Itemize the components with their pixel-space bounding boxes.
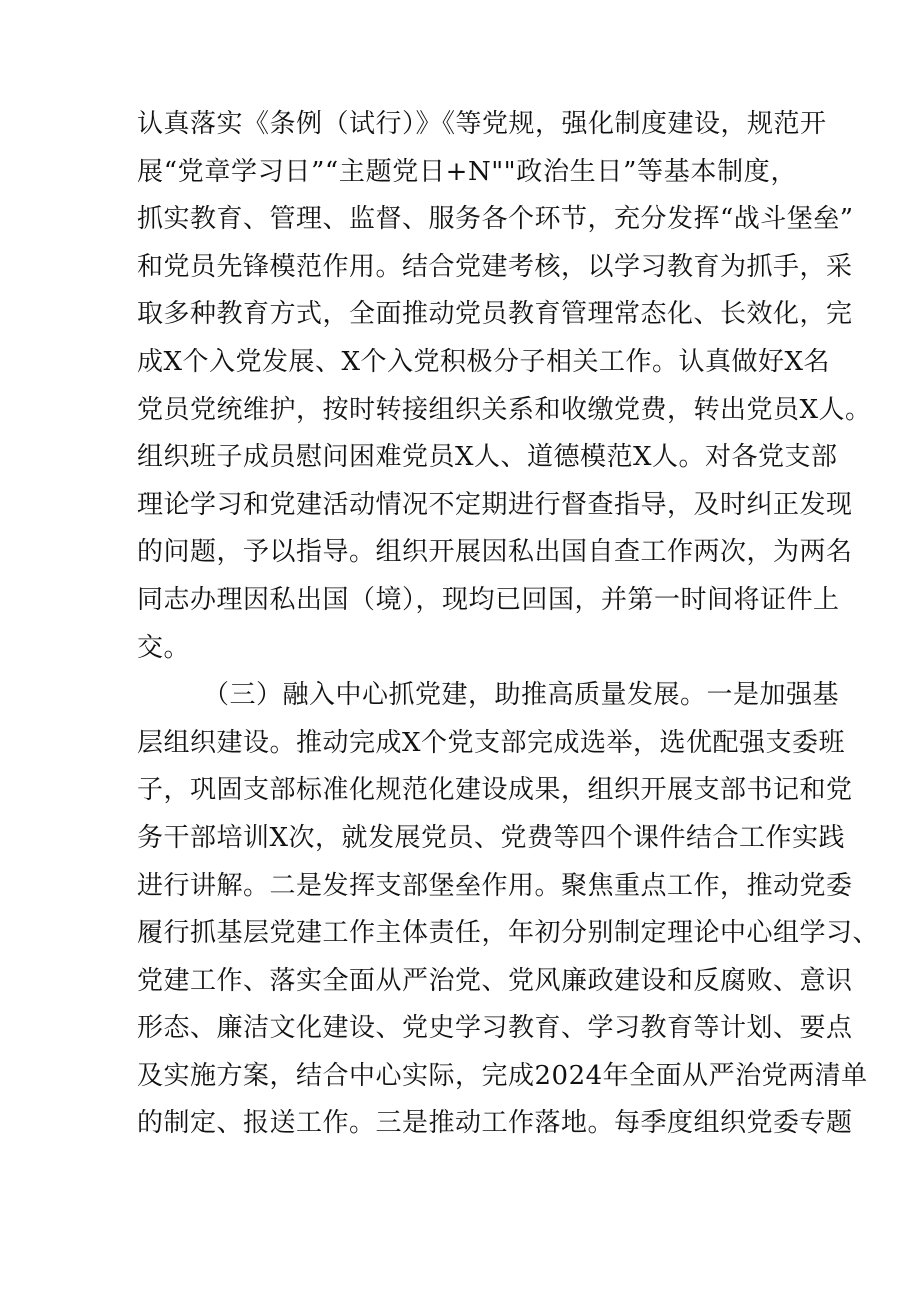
section-heading-line: （三）融入中心抓党建，助推高质量发展。一是加强基 xyxy=(203,680,840,711)
text-line: 务干部培训X次，就发展党员、党费等四个课件结合工作实践 xyxy=(137,822,846,853)
text-line: 的问题，予以指导。组织开展因私出国自查工作两次，为两名 xyxy=(137,537,853,568)
text-line: 形态、廉洁文化建设、党史学习教育、学习教育等计划、要点 xyxy=(137,1013,853,1044)
text-line: 的制定、报送工作。三是推动工作落地。每季度组织党委专题 xyxy=(137,1108,853,1139)
text-line: 子，巩固支部标准化规范化建设成果，组织开展支部书记和党 xyxy=(137,775,853,806)
text-line: 党员党统维护，按时转接组织关系和收缴党费，转出党员X人。 xyxy=(137,394,872,425)
text-line: 和党员先锋模范作用。结合党建考核，以学习教育为抓手，采 xyxy=(137,251,853,282)
text-line: 交。 xyxy=(137,632,191,663)
text-line: 同志办理因私出国（境），现均已回国，并第一时间将证件上 xyxy=(137,584,840,615)
text-line: 组织班子成员慰问困难党员X人、道德模范X人。对各党支部 xyxy=(137,442,838,473)
text-line: 及实施方案，结合中心实际，完成2024年全面从严治党两清单 xyxy=(137,1060,868,1091)
text-line: 层组织建设。推动完成X个党支部完成选举，选优配强支委班 xyxy=(137,727,846,758)
text-line: 党建工作、落实全面从严治党、党风廉政建设和反腐败、意识 xyxy=(137,965,853,996)
text-line: 展“党章学习日”“主题党日+N""政治生日”等基本制度， xyxy=(137,156,797,187)
text-line: 理论学习和党建活动情况不定期进行督查指导，及时纠正发现 xyxy=(137,489,853,520)
body-text xyxy=(137,101,880,1148)
text-line: 履行抓基层党建工作主体责任，年初分别制定理论中心组学习、 xyxy=(137,918,880,949)
text-line: 认真落实《条例（试行）》《等党规，强化制度建设，规范开 xyxy=(137,109,827,139)
text-line: 取多种教育方式，全面推动党员教育管理常态化、长效化，完 xyxy=(137,299,853,330)
text-line: 成X个入党发展、X个入党积极分子相关工作。认真做好X名 xyxy=(137,346,831,377)
text-line: 进行讲解。二是发挥支部堡垒作用。聚焦重点工作，推动党委 xyxy=(137,870,853,901)
text-line: 抓实教育、管理、监督、服务各个环节，充分发挥“战斗堡垒” xyxy=(137,204,854,235)
